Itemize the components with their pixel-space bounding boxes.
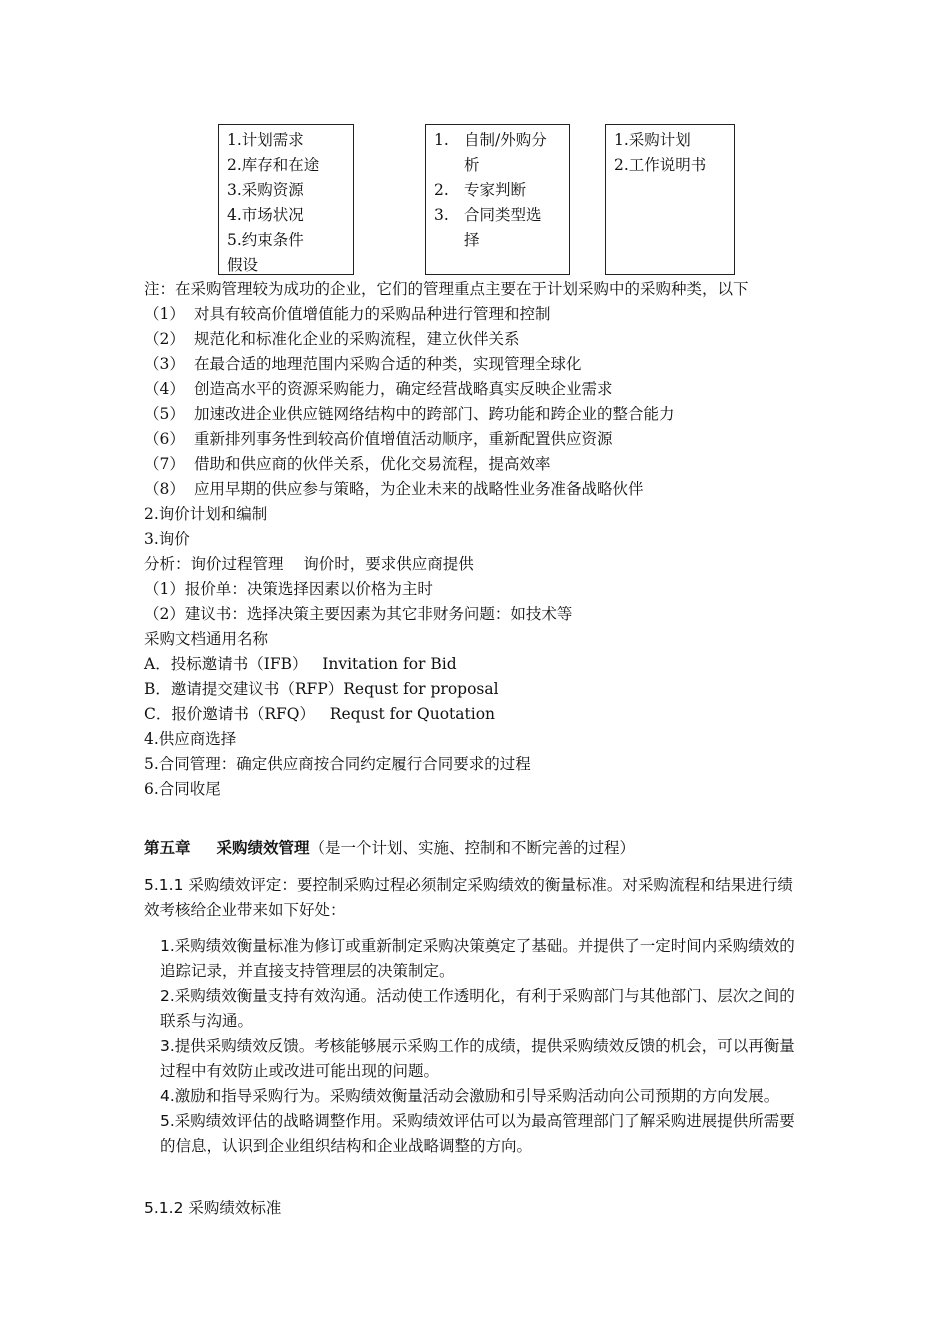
list-item <box>160 984 802 1034</box>
list-item <box>144 477 824 502</box>
body-text <box>144 277 824 802</box>
text-line: 分析：询价过程管理 询价时，要求供应商提供 <box>144 555 474 573</box>
list-item <box>144 427 824 452</box>
box-line: 1.计划需求 <box>227 131 304 149</box>
list-item <box>144 302 824 327</box>
list-item <box>144 327 824 352</box>
list-item-number: 2. <box>160 987 175 1005</box>
section-text: 采购绩效评定：要控制采购过程必须制定采购绩效的衡量标准。对采购流程和结果进行绩效考核给企业带来如下好处： <box>144 876 793 919</box>
list-item-text: 提供采购绩效反馈。考核能够展示采购工作的成绩，提供采购绩效反馈的机会，可以再衡量过程中有效防止或改进可能出现的问题。 <box>160 1037 795 1080</box>
list-item-number: 1. <box>160 937 175 955</box>
box-line: 5.约束条件 <box>227 231 304 249</box>
box-line-text: 合同类型选 <box>464 206 542 224</box>
text-line: 3.询价 <box>144 530 190 548</box>
text-line: 2.询价计划和编制 <box>144 505 268 523</box>
section-number: 5.1.2 <box>144 1199 184 1217</box>
list-item-number: （1） <box>144 305 185 323</box>
list-item-text: 采购绩效评估的战略调整作用。采购绩效评估可以为最高管理部门了解采购进展提供所需要的信息，认识到企业组织结构和企业战略调整的方向。 <box>160 1112 795 1155</box>
text-line: 5.合同管理：确定供应商按合同约定履行合同要求的过程 <box>144 755 531 773</box>
list-item-text: 加速改进企业供应链网络结构中的跨部门、跨功能和跨企业的整合能力 <box>194 405 675 423</box>
list-item <box>160 1034 802 1084</box>
text-line: 采购文档通用名称 <box>144 630 269 648</box>
list-item-number: 3. <box>160 1037 175 1055</box>
chapter-label: 第五章 <box>144 838 191 857</box>
text-line: 6.合同收尾 <box>144 780 221 798</box>
box-line-text: 专家判断 <box>464 181 527 199</box>
list-item-number: （6） <box>144 430 185 448</box>
list-item-text: 借助和供应商的伙伴关系，优化交易流程，提高效率 <box>194 455 551 473</box>
list-item-text: 采购绩效衡量支持有效沟通。活动使工作透明化，有利于采购部门与其他部门、层次之间的联系与沟通。 <box>160 987 795 1030</box>
list-item-number: （2） <box>144 330 185 348</box>
chapter-heading <box>144 835 635 861</box>
list-item <box>144 402 824 427</box>
list-item-number: （3） <box>144 355 185 373</box>
list-item-text: 规范化和标准化企业的采购流程，建立伙伴关系 <box>194 330 520 348</box>
inputs-box <box>218 124 354 275</box>
box-line: 1.采购计划 <box>614 131 691 149</box>
box-line <box>434 128 569 153</box>
box-line: 4.市场状况 <box>227 206 304 224</box>
list-item <box>144 377 824 402</box>
box-line-number: 3. <box>434 206 449 224</box>
list-item-text: 对具有较高价值增值能力的采购品种进行管理和控制 <box>194 305 551 323</box>
list-item-number: （4） <box>144 380 185 398</box>
box-line <box>434 178 569 203</box>
section-number: 5.1.1 <box>144 876 184 894</box>
list-item-number: 5. <box>160 1112 175 1130</box>
list-item-number: 4. <box>160 1087 175 1105</box>
box-line <box>434 203 569 228</box>
text-line: B．邀请提交建议书（RFP）Requst for proposal <box>144 680 499 698</box>
box-line: 2.库存和在途 <box>227 156 320 174</box>
list-item-text: 重新排列事务性到较高价值增值活动顺序，重新配置供应资源 <box>194 430 613 448</box>
chapter-note: （是一个计划、实施、控制和不断完善的过程） <box>309 839 636 857</box>
list-item-number: （7） <box>144 455 185 473</box>
section-5-1-2 <box>144 1196 804 1221</box>
text-line: （2）建议书：选择决策主要因素为其它非财务问题：如技术等 <box>144 605 573 623</box>
list-item-text: 激励和指导采购行为。采购绩效衡量活动会激励和引导采购活动向公司预期的方向发展。 <box>174 1087 780 1105</box>
box-line-text: 自制/外购分 <box>464 131 547 149</box>
section-text: 采购绩效标准 <box>188 1199 282 1217</box>
list-item <box>160 934 802 984</box>
list-item-text: 应用早期的供应参与策略，为企业未来的战略性业务准备战略伙伴 <box>194 480 644 498</box>
list-item-number: （8） <box>144 480 185 498</box>
box-line-text: 择 <box>464 231 480 249</box>
list-item-text: 在最合适的地理范围内采购合适的种类，实现管理全球化 <box>194 355 582 373</box>
list-item <box>160 1109 802 1159</box>
section-5-1-1 <box>144 873 804 923</box>
outputs-box <box>605 124 735 275</box>
box-line: 3.采购资源 <box>227 181 304 199</box>
text-line: （1）报价单：决策选择因素以价格为主时 <box>144 580 433 598</box>
box-line: 2.工作说明书 <box>614 156 707 174</box>
box-line-text: 析 <box>464 156 480 174</box>
list-item-number: （5） <box>144 405 185 423</box>
box-line <box>434 228 569 253</box>
tools-box <box>425 124 570 275</box>
box-line-number: 1. <box>434 131 449 149</box>
benefits-list <box>160 934 802 1159</box>
text-line: 4.供应商选择 <box>144 730 237 748</box>
list-item <box>144 452 824 477</box>
box-line <box>434 153 569 178</box>
text-line: C．报价邀请书（RFQ） Requst for Quotation <box>144 705 496 723</box>
list-item-text: 创造高水平的资源采购能力，确定经营战略真实反映企业需求 <box>194 380 613 398</box>
note-paragraph: 注：在采购管理较为成功的企业，它们的管理重点主要在于计划采购中的采购种类，以下 <box>144 280 749 298</box>
box-line: 假设 <box>227 256 259 274</box>
list-item <box>160 1084 802 1109</box>
chapter-title: 采购绩效管理 <box>216 838 310 857</box>
list-item <box>144 352 824 377</box>
list-item-text: 采购绩效衡量标准为修订或重新制定采购决策奠定了基础。并提供了一定时间内采购绩效的追踪记录，并直接支持管理层的决策制定。 <box>160 937 795 980</box>
box-line-number: 2. <box>434 181 449 199</box>
text-line: A．投标邀请书（IFB） Invitation for Bid <box>144 655 457 673</box>
